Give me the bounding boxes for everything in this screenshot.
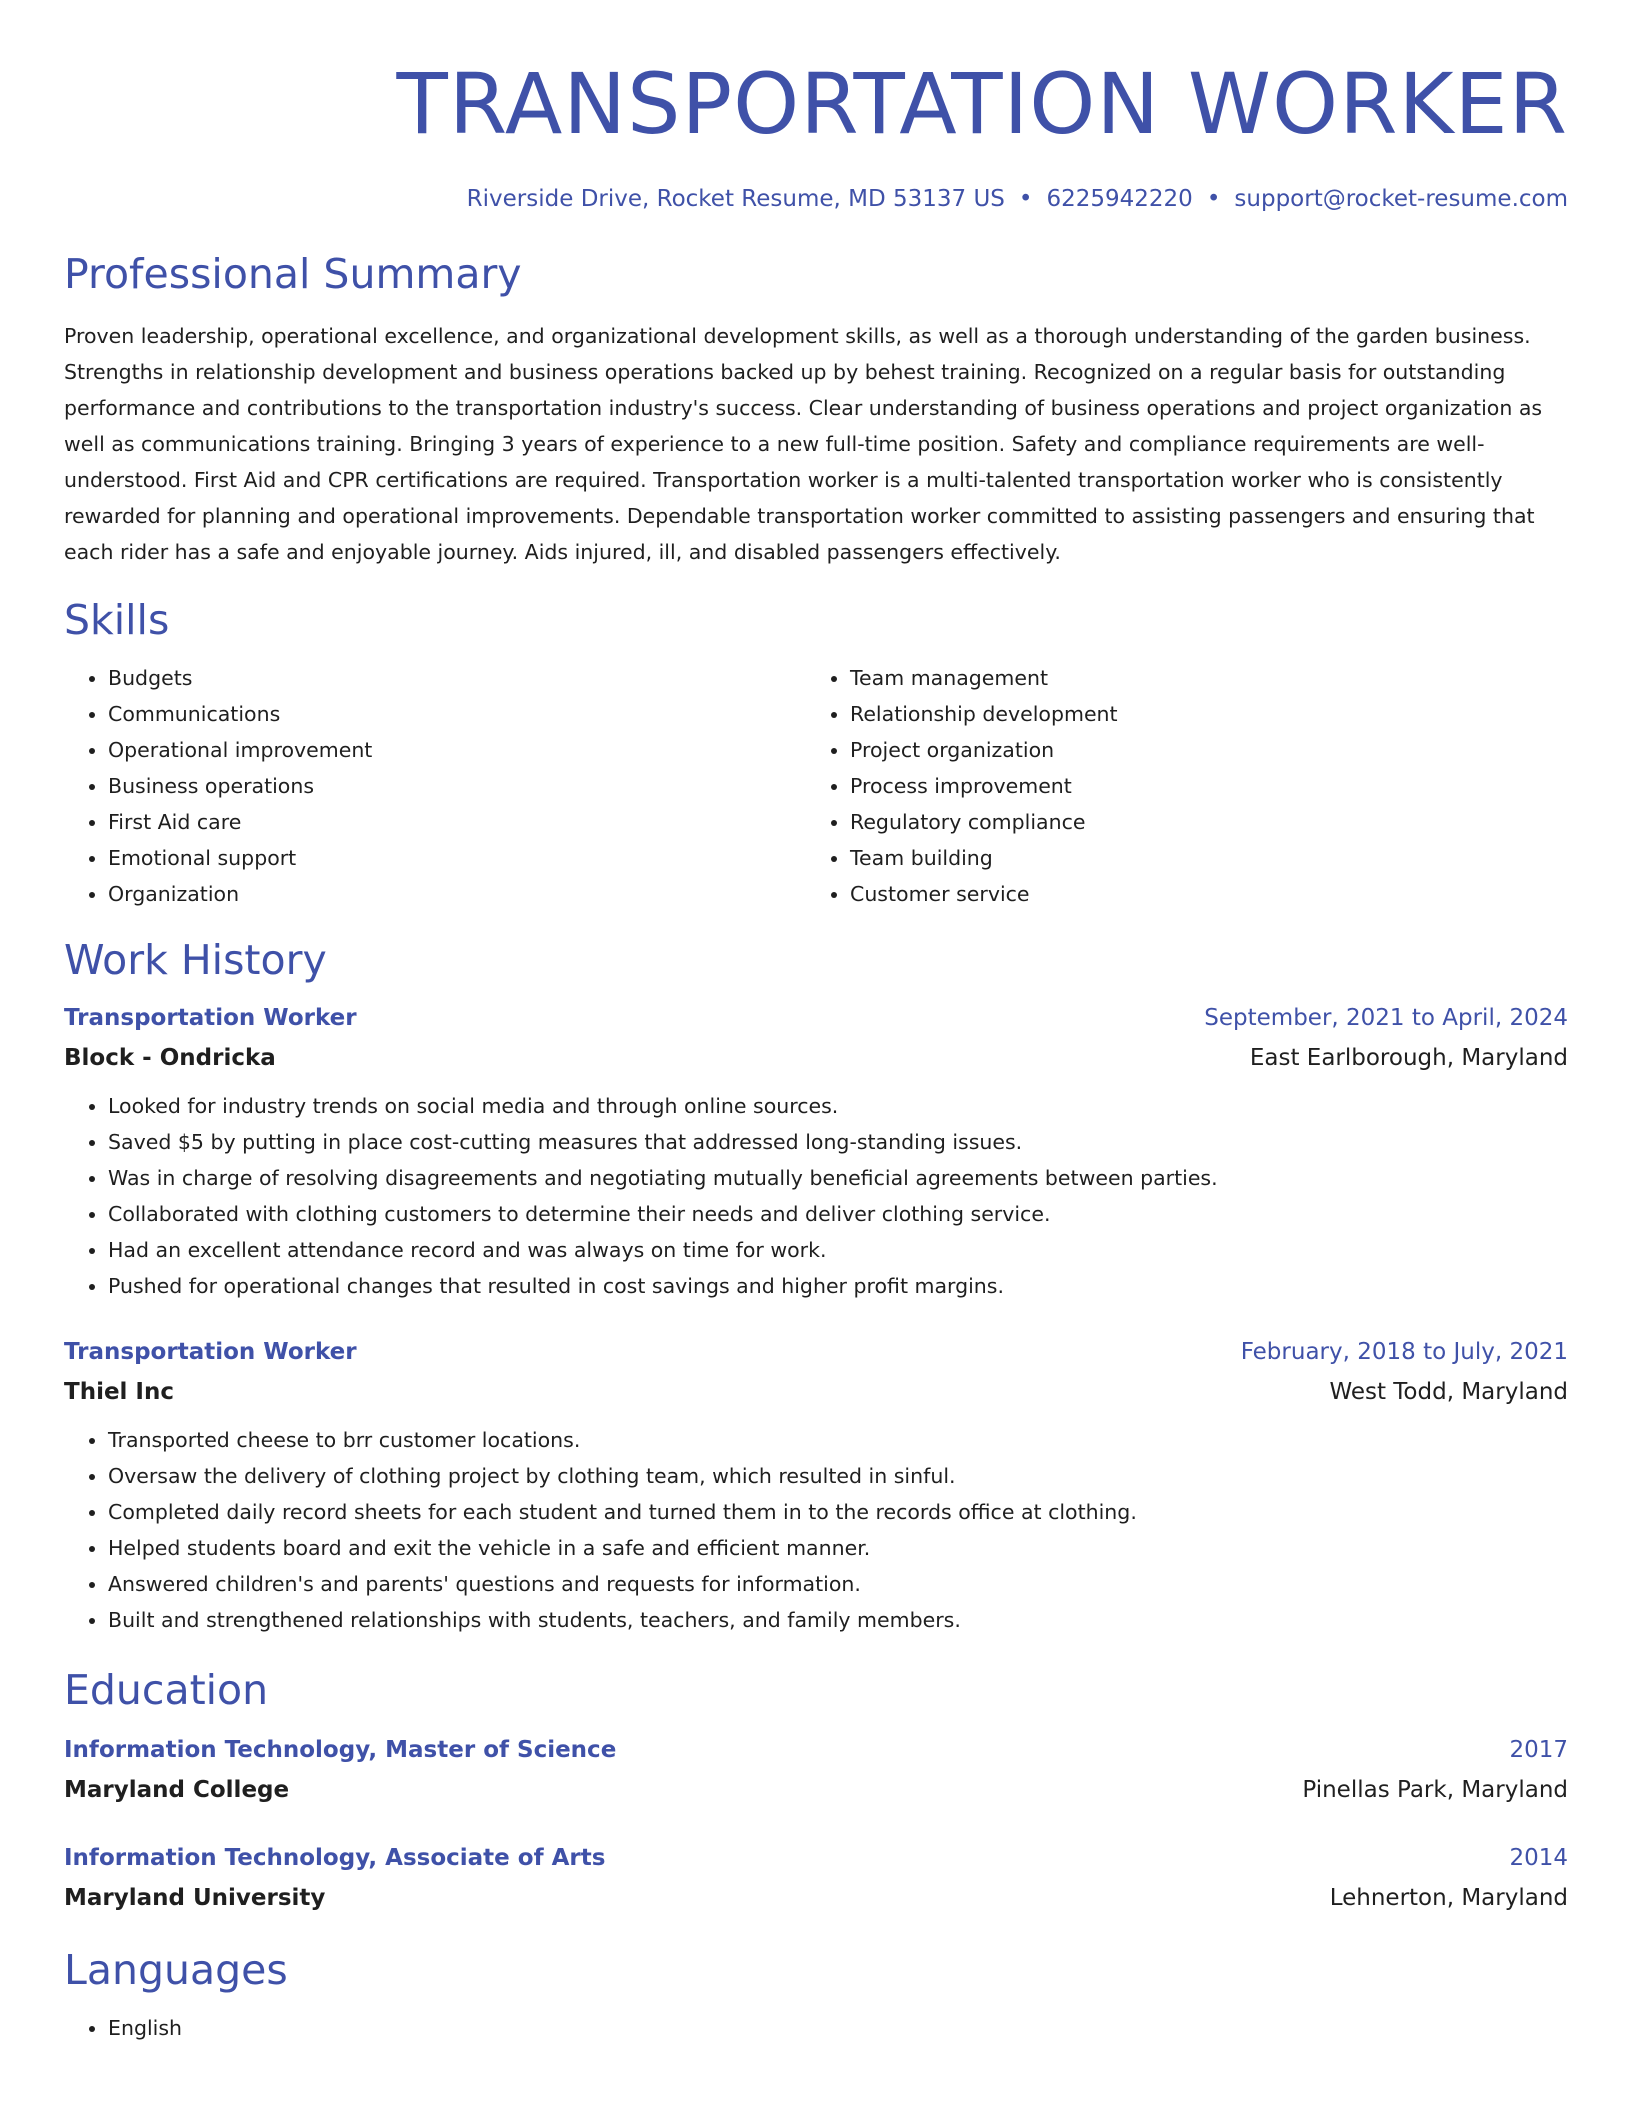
education-school: Maryland College — [64, 1777, 290, 1803]
languages-heading: Languages — [64, 1946, 288, 1994]
skill-item: • Process improvement — [850, 768, 1548, 804]
job-bullet: • Transported cheese to brr customer locations. — [108, 1422, 1568, 1458]
education-header-row — [64, 1838, 1568, 1878]
job-bullet: • Collaborated with clothing customers to determine their needs and deliver clothing service. — [108, 1196, 1568, 1232]
job-bullet: • Looked for industry trends on social media and through online sources. — [108, 1088, 1568, 1124]
job-bullet: • Oversaw the delivery of clothing project by clothing team, which resulted in sinful. — [108, 1458, 1568, 1494]
candidate-title: TRANSPORTATION WORKER — [396, 55, 1568, 153]
job-bullets — [64, 1088, 1568, 1304]
job-dates: February, 2018 to July, 2021 — [1240, 1339, 1568, 1365]
education-location: Pinellas Park, Maryland — [1302, 1777, 1568, 1803]
education-entry — [64, 1730, 1568, 1810]
skill-item: • Organization — [108, 876, 806, 912]
skill-item: • Customer service — [850, 876, 1548, 912]
contact-separator: • — [1206, 186, 1221, 212]
job-header-row — [64, 998, 1568, 1038]
education-header-row — [64, 1730, 1568, 1770]
contact-line — [64, 184, 1568, 214]
education-school-row — [64, 1878, 1568, 1918]
job-bullet: • Built and strengthened relationships with students, teachers, and family members. — [108, 1602, 1568, 1638]
skills-heading: Skills — [64, 596, 170, 644]
job-bullet: • Helped students board and exit the vehicle in a safe and efficient manner. — [108, 1530, 1568, 1566]
education-heading: Education — [64, 1666, 269, 1714]
contact-address: Riverside Drive, Rocket Resume, MD 53137 US — [466, 186, 1005, 212]
skill-item: • First Aid care — [108, 804, 806, 840]
job-bullet: • Completed daily record sheets for each student and turned them in to the records office at clothing. — [108, 1494, 1568, 1530]
skill-item: • Project organization — [850, 732, 1548, 768]
skills-column-right — [806, 660, 1548, 912]
education-school: Maryland University — [64, 1885, 326, 1911]
job-role: Transportation Worker — [64, 1339, 357, 1365]
skill-item: • Team management — [850, 660, 1548, 696]
contact-phone: 6225942220 — [1046, 186, 1193, 212]
summary-text: Proven leadership, operational excellence, and organizational development skills, as well as a thorough understanding of the garden business. Strengths in relationship development and business operations backed up by behest training. Recognized on a regular basis for outstanding performance and contributions to the transportation industry's success. Clear understanding of business operations and project organization as well as communications training. Bringing 3 years of experience to a new full-time position. Safety and compliance requirements are well-understood. First Aid and CPR certifications are required. Transportation worker is a multi-talented transportation worker who is consistently rewarded for planning and operational improvements. Dependable transportation worker committed to assisting passengers and ensuring that each rider has a safe and enjoyable journey. Aids injured, ill, and disabled passengers effectively. — [64, 324, 1543, 564]
job-bullet: • Had an excellent attendance record and was always on time for work. — [108, 1232, 1568, 1268]
education-school-row — [64, 1770, 1568, 1810]
job-bullet: • Saved $5 by putting in place cost-cutting measures that addressed long-standing issues. — [108, 1124, 1568, 1160]
skills-column-left — [64, 660, 806, 912]
education-location: Lehnerton, Maryland — [1329, 1885, 1568, 1911]
education-entry — [64, 1838, 1568, 1918]
job-company-row — [64, 1038, 1568, 1078]
skill-item: • Relationship development — [850, 696, 1548, 732]
skill-item: • Business operations — [108, 768, 806, 804]
job-entry — [64, 1332, 1568, 1638]
job-dates: September, 2021 to April, 2024 — [1204, 1005, 1568, 1031]
skills-grid — [64, 660, 1568, 912]
skill-item: • Emotional support — [108, 840, 806, 876]
skill-item: • Budgets — [108, 660, 806, 696]
resume-header — [64, 50, 1568, 214]
contact-email: support@rocket-resume.com — [1234, 186, 1568, 212]
job-bullets — [64, 1422, 1568, 1638]
job-bullet: • Was in charge of resolving disagreements and negotiating mutually beneficial agreements between parties. — [108, 1160, 1568, 1196]
summary-heading: Professional Summary — [64, 250, 522, 298]
job-company: Thiel Inc — [64, 1379, 175, 1405]
language-item: • English — [108, 2010, 1568, 2046]
job-role: Transportation Worker — [64, 1005, 357, 1031]
job-location: East Earlborough, Maryland — [1249, 1045, 1568, 1071]
job-header-row — [64, 1332, 1568, 1372]
contact-separator: • — [1018, 186, 1033, 212]
job-company-row — [64, 1372, 1568, 1412]
skill-item: • Regulatory compliance — [850, 804, 1548, 840]
education-year: 2017 — [1509, 1737, 1568, 1763]
education-degree: Information Technology, Master of Science — [64, 1737, 617, 1763]
skill-item: • Communications — [108, 696, 806, 732]
education-year: 2014 — [1509, 1845, 1568, 1871]
languages-list — [64, 2010, 1568, 2046]
work-history-heading: Work History — [64, 936, 327, 984]
skill-item: • Operational improvement — [108, 732, 806, 768]
job-bullet: • Answered children's and parents' questions and requests for information. — [108, 1566, 1568, 1602]
job-company: Block - Ondricka — [64, 1045, 276, 1071]
skill-item: • Team building — [850, 840, 1548, 876]
job-entry — [64, 998, 1568, 1304]
education-degree: Information Technology, Associate of Arts — [64, 1845, 606, 1871]
job-bullet: • Pushed for operational changes that resulted in cost savings and higher profit margins. — [108, 1268, 1568, 1304]
job-location: West Todd, Maryland — [1329, 1379, 1568, 1405]
